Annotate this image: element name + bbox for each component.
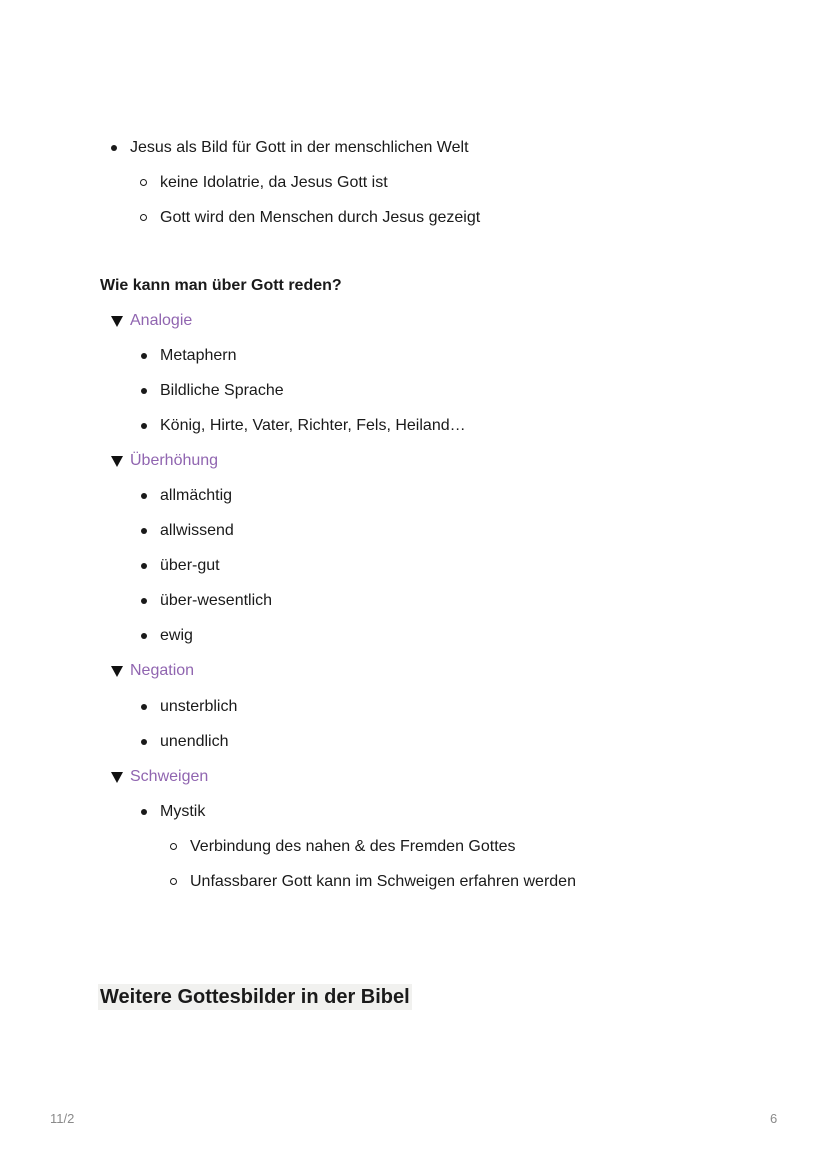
toggle-triangle-icon[interactable] — [111, 456, 123, 467]
toggle-triangle-icon[interactable] — [111, 316, 123, 327]
list-item: allmächtig — [160, 487, 233, 504]
toggle-triangle-icon[interactable] — [111, 666, 123, 677]
toggle-negation[interactable] — [130, 661, 194, 681]
sub-list-item: Verbindung des nahen & des Fremden Gottes — [190, 838, 516, 855]
sub-list-item: Unfassbarer Gott kann im Schweigen erfahren werden — [190, 873, 576, 890]
list-item: unsterblich — [160, 698, 238, 715]
list-item: Mystik — [160, 803, 206, 820]
list-item: über-gut — [160, 557, 220, 574]
list-item: über-wesentlich — [160, 592, 273, 609]
toggle-triangle-icon[interactable] — [111, 772, 123, 783]
toggle-label: Negation — [130, 662, 195, 679]
toggle-label: Überhöhung — [130, 452, 219, 469]
page-number: 6 — [770, 1111, 778, 1126]
page-heading: Weitere Gottesbilder in der Bibel — [100, 986, 410, 1008]
toggle-schweigen[interactable] — [130, 767, 208, 787]
section-heading: Wie kann man über Gott reden? — [100, 277, 342, 294]
list-item: Bildliche Sprache — [160, 382, 284, 399]
list-item: unendlich — [160, 733, 229, 750]
sub-list-item: Gott wird den Menschen durch Jesus gezeigt — [160, 209, 481, 226]
list-item: Jesus als Bild für Gott in der menschlichen Welt — [130, 139, 469, 156]
toggle-label: Analogie — [130, 312, 193, 329]
toggle-label: Schweigen — [130, 768, 209, 785]
list-item: König, Hirte, Vater, Richter, Fels, Heiland… — [160, 417, 466, 434]
list-item: Metaphern — [160, 347, 237, 364]
toggle-analogie[interactable] — [130, 311, 192, 331]
footer-left: 11/2 — [50, 1111, 75, 1126]
toggle-ueberhoehung[interactable] — [130, 451, 218, 471]
list-item: ewig — [160, 627, 193, 644]
sub-list-item: keine Idolatrie, da Jesus Gott ist — [160, 174, 388, 191]
list-item: allwissend — [160, 522, 234, 539]
